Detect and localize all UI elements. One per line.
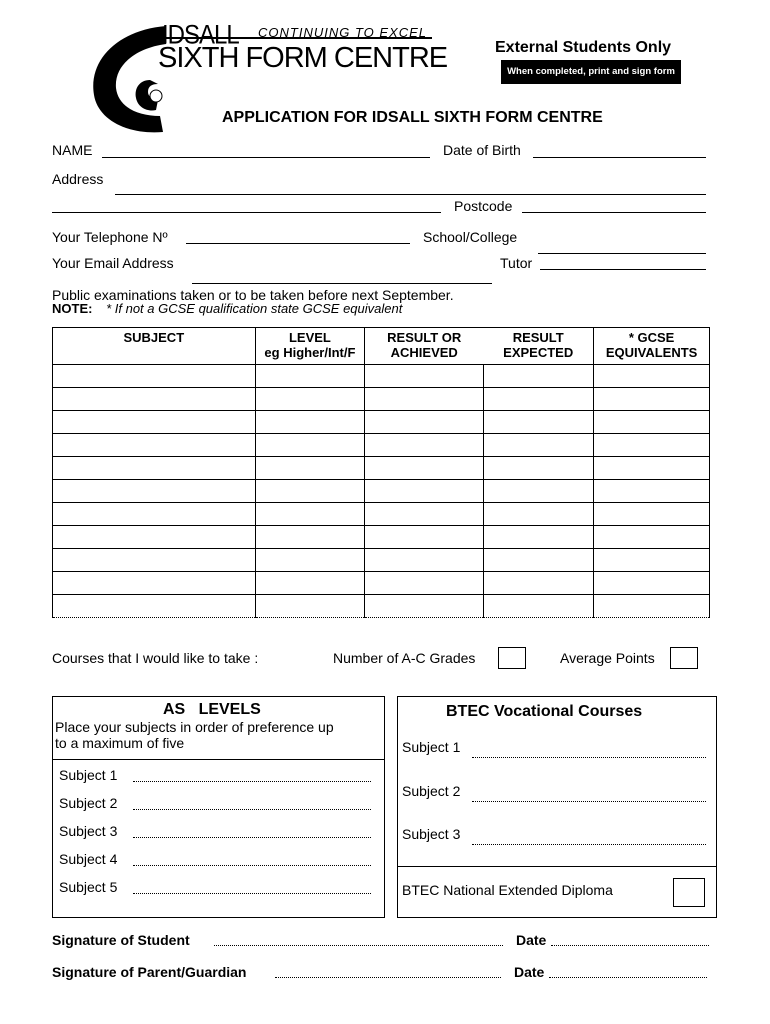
as-levels-desc1: Place your subjects in order of preference up [55, 719, 334, 735]
tutor-field[interactable] [540, 269, 706, 270]
table-row [53, 411, 710, 434]
table-cell[interactable] [53, 503, 256, 526]
table-cell[interactable] [594, 503, 710, 526]
dob-label: Date of Birth [443, 142, 521, 158]
as-subject-label: Subject 1 [59, 767, 118, 783]
exams-intro: Public examinations taken or to be taken before next September. [52, 287, 454, 303]
school-label: School/College [423, 229, 518, 245]
table-cell[interactable] [483, 526, 593, 549]
table-cell[interactable] [53, 572, 256, 595]
table-cell[interactable] [255, 595, 365, 618]
btec-subject-label: Subject 2 [402, 783, 461, 799]
parent-date-field[interactable] [549, 977, 707, 978]
table-cell[interactable] [594, 434, 710, 457]
print-sign-note: When completed, print and sign form [501, 60, 681, 84]
logo-divider [162, 37, 432, 39]
email-field[interactable] [192, 283, 492, 284]
btec-subject-field[interactable] [472, 757, 706, 758]
courses-label: Courses that I would like to take : [52, 650, 259, 666]
table-row [53, 595, 710, 618]
table-cell[interactable] [53, 411, 256, 434]
table-cell[interactable] [365, 549, 484, 572]
table-cell[interactable] [255, 549, 365, 572]
col-gcse: * GCSE EQUIVALENTS [594, 328, 710, 365]
table-cell[interactable] [53, 480, 256, 503]
as-subject-field[interactable] [133, 837, 371, 838]
as-subject-field[interactable] [133, 781, 371, 782]
table-cell[interactable] [365, 503, 484, 526]
points-label: Average Points [560, 650, 655, 666]
as-subject-field[interactable] [133, 809, 371, 810]
table-cell[interactable] [365, 388, 484, 411]
as-subject-label: Subject 3 [59, 823, 118, 839]
as-subject-label: Subject 2 [59, 795, 118, 811]
table-cell[interactable] [365, 480, 484, 503]
points-box[interactable] [670, 647, 698, 669]
as-subject-field[interactable] [133, 893, 371, 894]
table-cell[interactable] [594, 457, 710, 480]
col-subject: SUBJECT [53, 328, 256, 365]
table-cell[interactable] [53, 388, 256, 411]
btec-subject-field[interactable] [472, 801, 706, 802]
logo-tagline: CONTINUING TO EXCEL [258, 25, 428, 40]
as-subject-label: Subject 4 [59, 851, 118, 867]
parent-date-label: Date [514, 964, 545, 980]
btec-diploma-label: BTEC National Extended Diploma [402, 882, 613, 898]
tutor-label: Tutor [500, 255, 533, 271]
dob-field[interactable] [533, 157, 706, 158]
table-row [53, 549, 710, 572]
table-row [53, 434, 710, 457]
postcode-label: Postcode [454, 198, 513, 214]
btec-divider [398, 866, 716, 867]
student-signature-label: Signature of Student [52, 932, 190, 948]
as-levels-divider [53, 759, 384, 760]
exams-note [52, 301, 402, 316]
logo-line1: IDSALL [162, 20, 239, 51]
student-signature-field[interactable] [214, 945, 503, 946]
as-subject-label: Subject 5 [59, 879, 118, 895]
table-cell[interactable] [365, 526, 484, 549]
as-subject-field[interactable] [133, 865, 371, 866]
table-cell[interactable] [594, 480, 710, 503]
grades-label: Number of A-C Grades [333, 650, 476, 666]
logo-line2: SIXTH FORM CENTRE [158, 42, 448, 74]
table-cell[interactable] [53, 526, 256, 549]
table-cell[interactable] [255, 388, 365, 411]
table-cell[interactable] [483, 411, 593, 434]
table-row [53, 457, 710, 480]
telephone-field[interactable] [186, 243, 410, 244]
table-cell[interactable] [594, 572, 710, 595]
table-cell[interactable] [255, 457, 365, 480]
email-label: Your Email Address [52, 255, 174, 271]
page-title: APPLICATION FOR IDSALL SIXTH FORM CENTRE [222, 109, 603, 126]
school-field[interactable] [538, 253, 706, 254]
table-cell[interactable] [53, 595, 256, 618]
table-cell[interactable] [255, 434, 365, 457]
table-cell[interactable] [594, 365, 710, 388]
table-cell[interactable] [365, 595, 484, 618]
table-cell[interactable] [483, 595, 593, 618]
table-cell[interactable] [365, 572, 484, 595]
table-cell[interactable] [483, 503, 593, 526]
note-text: * If not a GCSE qualification state GCSE equivalent [106, 301, 403, 316]
btec-subject-label: Subject 1 [402, 739, 461, 755]
telephone-label: Your Telephone Nº [52, 229, 168, 245]
col-result: RESULT OR ACHIEVED RESULT EXPECTED [365, 328, 594, 365]
table-cell[interactable] [53, 457, 256, 480]
parent-signature-field[interactable] [275, 977, 501, 978]
table-cell[interactable] [594, 388, 710, 411]
external-students-label: External Students Only [495, 39, 672, 56]
table-cell[interactable] [53, 549, 256, 572]
as-levels-title: AS LEVELS [163, 701, 261, 718]
table-row [53, 572, 710, 595]
table-cell[interactable] [365, 365, 484, 388]
address-field-line2[interactable] [52, 212, 441, 213]
parent-signature-label: Signature of Parent/Guardian [52, 964, 247, 980]
table-cell[interactable] [365, 411, 484, 434]
table-cell[interactable] [255, 480, 365, 503]
table-cell[interactable] [483, 572, 593, 595]
table-row [53, 480, 710, 503]
results-table [52, 327, 710, 618]
table-cell[interactable] [255, 503, 365, 526]
table-cell[interactable] [483, 549, 593, 572]
table-cell[interactable] [365, 457, 484, 480]
table-cell[interactable] [255, 572, 365, 595]
grades-box[interactable] [498, 647, 526, 669]
btec-subject-label: Subject 3 [402, 826, 461, 842]
table-cell[interactable] [255, 526, 365, 549]
table-cell[interactable] [255, 365, 365, 388]
table-cell[interactable] [594, 595, 710, 618]
table-cell[interactable] [53, 365, 256, 388]
btec-panel [397, 696, 717, 918]
as-levels-desc2: to a maximum of five [55, 735, 185, 751]
address-label: Address [52, 171, 104, 187]
as-levels-panel [52, 696, 385, 918]
logo-swirl-icon [88, 20, 168, 138]
table-cell[interactable] [483, 480, 593, 503]
table-cell[interactable] [594, 526, 710, 549]
table-cell[interactable] [483, 388, 593, 411]
table-cell[interactable] [594, 411, 710, 434]
postcode-field[interactable] [522, 212, 706, 213]
name-field[interactable] [102, 157, 430, 158]
table-cell[interactable] [483, 457, 593, 480]
table-row [53, 365, 710, 388]
address-field-line1[interactable] [115, 194, 706, 195]
table-cell[interactable] [483, 434, 593, 457]
table-cell[interactable] [483, 365, 593, 388]
table-row [53, 503, 710, 526]
table-cell[interactable] [365, 434, 484, 457]
note-label: NOTE: [52, 301, 93, 316]
btec-title: BTEC Vocational Courses [446, 703, 643, 720]
btec-diploma-box[interactable] [673, 878, 705, 907]
table-cell[interactable] [53, 434, 256, 457]
table-header-row [53, 328, 710, 365]
name-label: NAME [52, 142, 93, 158]
col-level: LEVEL eg Higher/Int/F [255, 328, 365, 365]
table-cell[interactable] [255, 411, 365, 434]
student-date-field[interactable] [551, 945, 709, 946]
student-date-label: Date [516, 932, 547, 948]
table-cell[interactable] [594, 549, 710, 572]
table-row [53, 526, 710, 549]
table-row [53, 388, 710, 411]
btec-subject-field[interactable] [472, 844, 706, 845]
